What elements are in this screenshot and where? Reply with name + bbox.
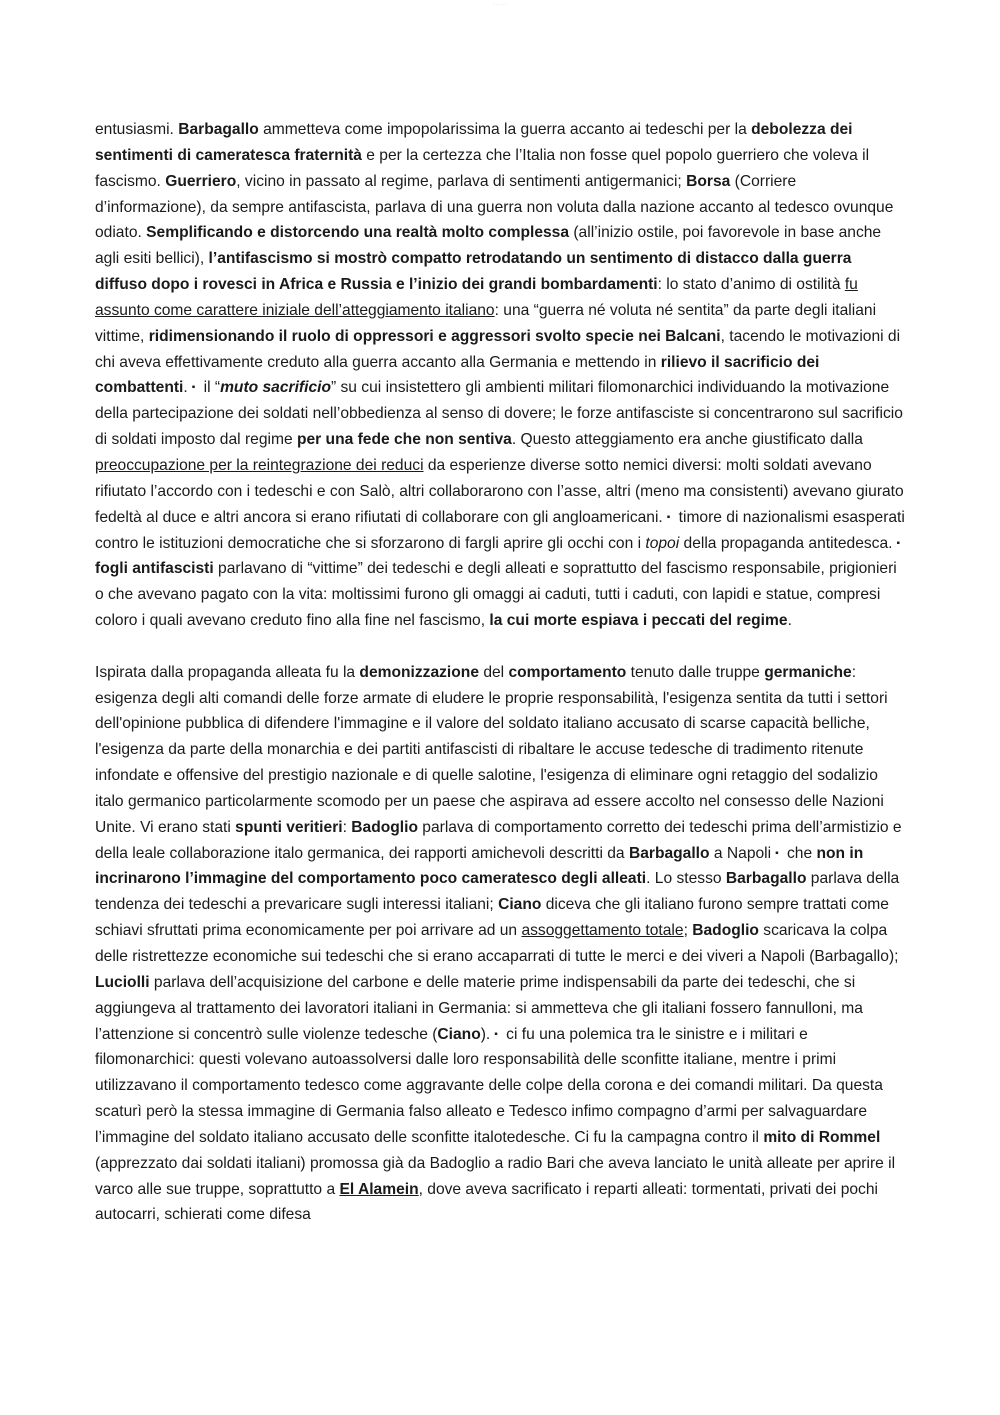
text-run: l’antifascismo si mostrò compatto retrodatando un sentimento di distacco dalla guerra diffuso dopo i rovesci in Africa e Russia e l’inizio dei grandi bombardamenti xyxy=(95,250,852,294)
paragraph-gap xyxy=(95,634,907,660)
text-run: ” su cui insistettero gli ambienti militari filomonarchici individuando la motivazione della partecipazione dei soldati nell’obbedienza al senso di dovere; le forze antifasciste si concentrarono sul sacrificio di soldati imposto dal regime xyxy=(95,379,903,449)
bullet-icon: ▪ xyxy=(896,537,901,549)
text-run: germaniche xyxy=(764,663,852,681)
text-run: Semplificando e distorcendo una realtà molto complessa xyxy=(146,224,570,242)
document-body xyxy=(95,117,907,1228)
text-run: Borsa xyxy=(686,172,731,190)
text-run: Luciolli xyxy=(95,973,150,991)
text-run: assoggettamento totale xyxy=(521,922,684,940)
text-run: il “ xyxy=(199,379,221,397)
text-run: ridimensionando il ruolo di oppressori e aggressori svolto specie nei Balcani xyxy=(148,327,721,345)
text-run: della propaganda antitedesca. xyxy=(679,534,893,552)
text-run: parlava della tendenza dei tedeschi a prevaricare sugli interessi italiani; xyxy=(95,870,900,914)
text-run: parlava di comportamento corretto dei tedeschi prima dell’armistizio e della leale collaborazione italo germanica, dei rapporti amichevoli descritti da xyxy=(95,818,902,862)
text-run: e per la certezza che l’Italia non fosse quel popolo guerriero che voleva il fascismo. xyxy=(95,146,870,190)
text-run: ammetteva come impopolarissima la guerra accanto ai tedeschi per la xyxy=(258,121,752,138)
text-run: muto sacrificio xyxy=(220,379,331,397)
text-run: (apprezzato dai soldati italiani) promossa già da Badoglio a radio Bari che aveva lanciato le unità alleate per aprire il varco alle sue truppe, soprattutto a xyxy=(95,1154,896,1198)
text-run: : lo stato d’animo di ostilità xyxy=(657,276,845,294)
text-run: : esigenza degli alti comandi delle forze armate di eludere le proprie responsabilità, l'esigenza sentita da tutti i settori dell'opinione pubblica di difendere l'immagine e il valore del soldato italiano accusato di scarse capacità belliche, l'esigenza da parte della monarchia e dei partiti antifascisti di ribaltare le accuse tedesche di tradimento ritenute infondate e offensive del prestigio nazionale e di quelle salotine, l'esigenza di eliminare ogni retaggio del sodalizio italo germanico particolarmente scomodo per un paese che aspirava ad essere accolto nel consesso delle Nazioni Unite. Vi erano stati xyxy=(95,663,888,836)
text-run: , dove aveva sacrificato i reparti alleati: tormentati, privati dei pochi autocarri, schierati come difesa xyxy=(95,1180,878,1224)
text-run: debolezza dei sentimenti di cameratesca fraternità xyxy=(95,121,853,164)
text-run: a Napoli xyxy=(709,844,772,862)
text-run: mito di Rommel xyxy=(763,1128,881,1146)
text-run: , vicino in passato al regime, parlava di sentimenti antigermanici; xyxy=(236,172,687,190)
bullet-icon: ▪ xyxy=(775,847,779,859)
text-run: che xyxy=(782,844,817,862)
text-run: entusiasmi. xyxy=(95,121,179,138)
text-run: : una “guerra né voluta né sentita” da parte degli italiani vittime, xyxy=(95,301,877,345)
text-run: Ispirata dalla propaganda alleata fu la xyxy=(95,663,360,681)
text-run: El Alamein xyxy=(339,1180,419,1198)
text-run: comportamento xyxy=(508,663,627,681)
text-run: Badoglio xyxy=(351,818,418,836)
text-run: (all’inizio ostile, poi favorevole in base anche agli esiti bellici), xyxy=(95,224,882,268)
text-run: Barbagallo xyxy=(178,121,259,138)
text-run: scaricava la colpa delle ristrettezze economiche sui tedeschi che si erano accaparrati di tutte le merci e dei viveri a Napoli (Barbagallo); xyxy=(95,922,899,965)
text-run: fogli antifascisti xyxy=(95,560,214,578)
paragraph-2 xyxy=(95,660,907,1229)
text-run: : xyxy=(342,818,352,836)
text-run: (Corriere d’informazione), da sempre antifascista, parlava di una guerra non voluta dalla nazione accanto al tedesco ovunque odiato. xyxy=(95,172,894,242)
text-run: ). xyxy=(480,1025,491,1043)
text-run: parlavano di “vittime” dei tedeschi e degli alleati e soprattutto del fascismo responsabile, prigionieri o che avevano pagato con la vita: moltissimi furono gli omaggi ai caduti, tutti i caduti, con lapidi e statue, compresi coloro i quali avevano creduto fino alla fine nel fascismo, xyxy=(95,560,897,630)
text-run: la cui morte espiava i peccati del regime xyxy=(489,612,788,630)
text-run: ci fu una polemica tra le sinistre e i militari e filomonarchici: questi volevano autoassolversi dalle loro responsabilità delle sconfitte italiane, mentre i primi utilizzavano il comportamento tedesco come aggravante delle colpe della corona e dei comandi militari. Da questa scaturì però la stessa immagine di Germania falso alleato e Tedesco infimo compagno d’armi per salvaguardare l’immagine del soldato italiano accusato delle sconfitte italotedesche. Ci fu la campagna contro il xyxy=(95,1025,883,1146)
text-run: non in incrinarono l’immagine del comportamento poco cameratesco degli alleati xyxy=(95,844,864,888)
text-run: timore di nazionalismi esasperati contro le istituzioni democratiche che si sforzarono di fargli aprire gli occhi con i xyxy=(95,508,905,552)
text-run: spunti veritieri xyxy=(235,818,343,836)
text-run: fu assunto come carattere iniziale dell’atteggiamento italiano xyxy=(95,276,858,319)
text-run: ; xyxy=(683,922,693,940)
text-run: per una fede che non sentiva xyxy=(296,431,512,449)
text-run: . Lo stesso xyxy=(646,870,726,888)
text-run: da esperienze diverse sotto nemici diversi: molti soldati avevano rifiutato l’accordo con i tedeschi e con Salò, altri collaborarono con l’asse, altri (meno ma consistenti) avevano giurato fedeltà al duce e altri ancora si erano rifiutati di collaborare con gli angloamericani. xyxy=(95,456,904,526)
text-run: Barbagallo xyxy=(628,844,710,862)
text-run: Badoglio xyxy=(692,922,759,940)
text-run: parlava dell’acquisizione del carbone e delle materie prime indispensabili da parte dei tedeschi, che si aggiungeva al trattamento dei lavoratori italiani in Germania: si ammetteva che gli italiani fossero fannulloni, ma l’attenzione si concentrò sulle violenze tedesche ( xyxy=(95,973,863,1043)
text-run: topoi xyxy=(645,534,680,552)
text-run: Guerriero xyxy=(165,172,237,190)
text-run: tenuto dalle truppe xyxy=(626,663,765,681)
text-run: Barbagallo xyxy=(725,870,807,888)
text-run: rilievo il sacrificio dei combattenti xyxy=(95,353,820,397)
text-run: preoccupazione per la reintegrazione dei reduci xyxy=(95,456,424,474)
text-run: Ciano xyxy=(437,1025,481,1043)
text-run: del xyxy=(479,663,509,681)
text-run: . Questo atteggiamento era anche giustificato dalla xyxy=(511,431,863,449)
paragraph-1 xyxy=(95,117,907,634)
text-run: Ciano xyxy=(498,896,542,914)
text-run: . xyxy=(183,379,188,397)
text-run: , tacendo le motivazioni di chi aveva effettivamente creduto alla guerra accanto alla Germania e mettendo in xyxy=(95,327,901,371)
bullet-icon: ▪ xyxy=(191,382,196,394)
text-run: demonizzazione xyxy=(359,663,479,681)
text-run: diceva che gli italiano furono sempre trattati come schiavi sfruttati prima economicamente per poi arrivare ad un xyxy=(95,896,889,940)
page-header-mark: · · · · · xyxy=(493,2,507,8)
bullet-icon: ▪ xyxy=(494,1028,498,1040)
bullet-icon: ▪ xyxy=(666,511,671,523)
text-run: . xyxy=(787,612,792,630)
